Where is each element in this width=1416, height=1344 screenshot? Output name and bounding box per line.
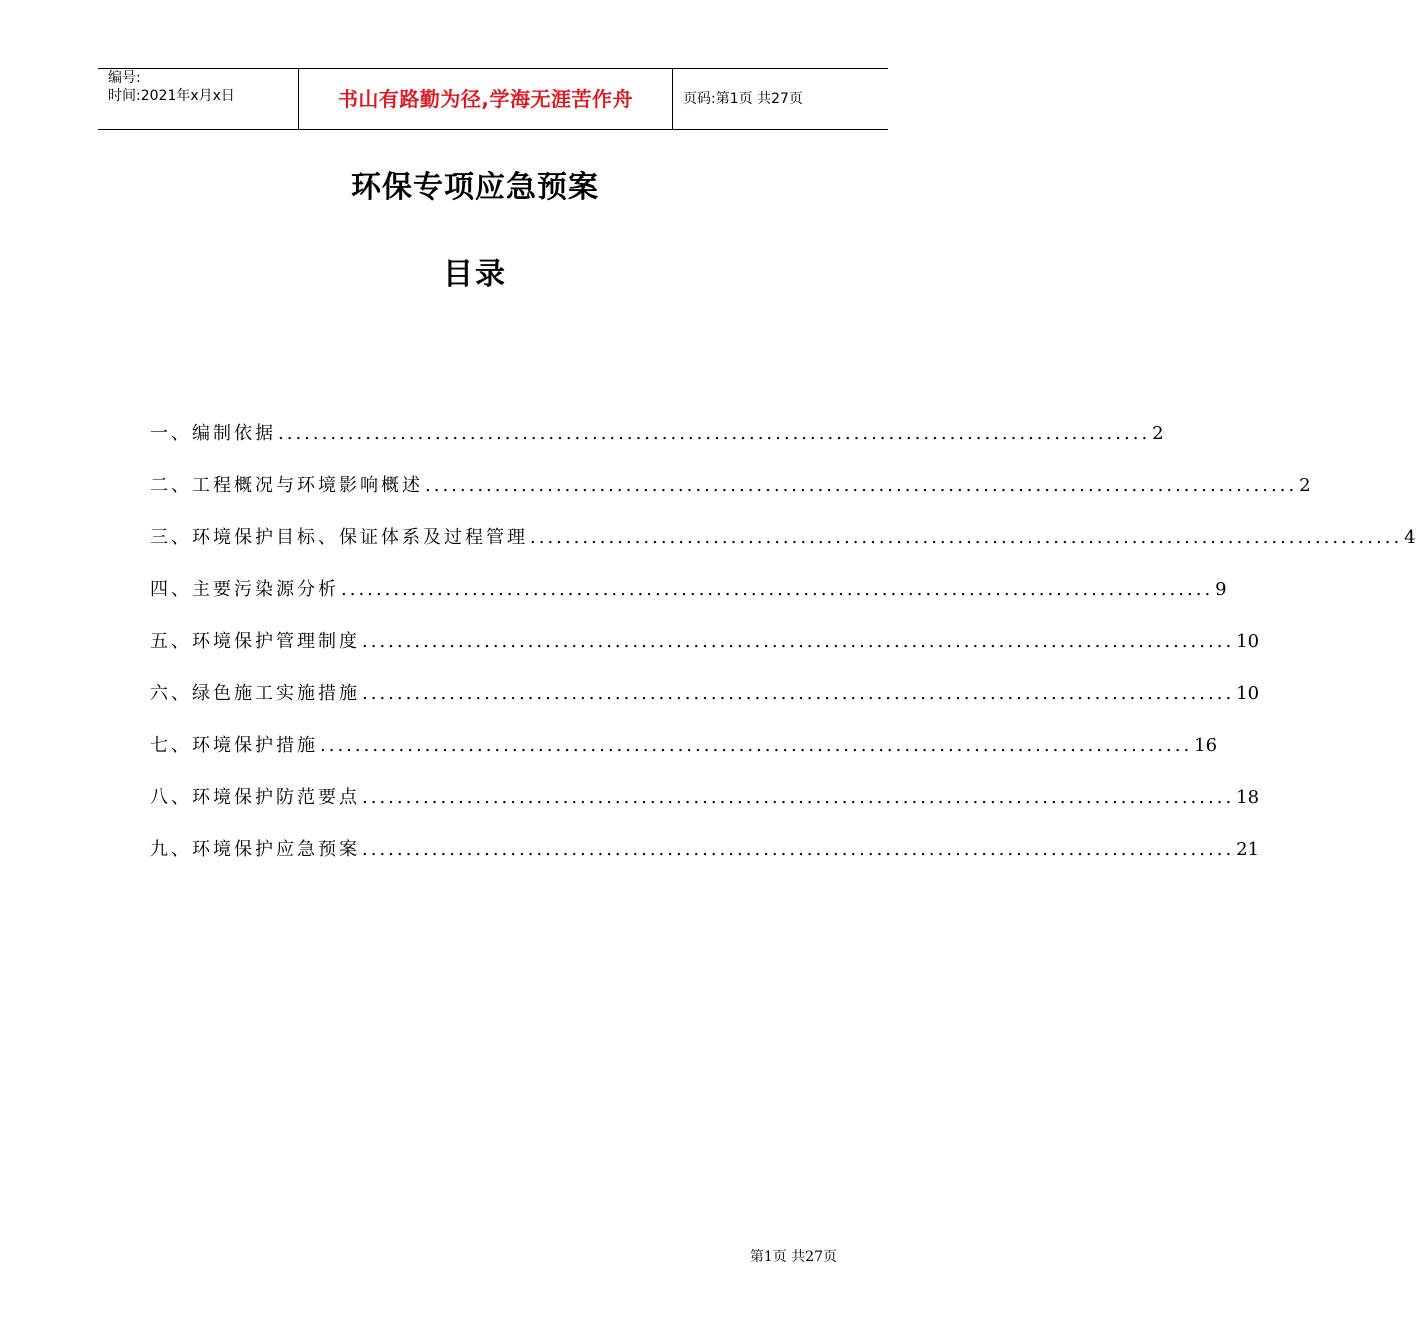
- header-page-info: 页码:第1页 共27页: [683, 91, 803, 107]
- header-motto: 书山有路勤为径,学海无涯苦作舟: [337, 87, 634, 111]
- toc-entry[interactable]: [150, 472, 1311, 524]
- toc-entry[interactable]: [150, 628, 1260, 680]
- toc-leader-dots: ....................................................................................................: [278, 423, 1151, 444]
- toc-leader-dots: ....................................................................................................: [425, 475, 1298, 496]
- toc-entry-label: 六、绿色施工实施措施: [150, 683, 360, 704]
- toc-entry-label: 一、编制依据: [150, 423, 276, 444]
- document-time-label: 时间:2021年x月x日: [108, 88, 235, 104]
- toc-entry-page: 21: [1236, 839, 1260, 860]
- toc-entry-page: 9: [1215, 579, 1227, 600]
- toc-entry-page: 10: [1236, 683, 1260, 704]
- toc-leader-dots: ....................................................................................................: [362, 839, 1235, 860]
- toc-entry-label: 七、环境保护措施: [150, 735, 318, 756]
- toc-leader-dots: ....................................................................................................: [362, 683, 1235, 704]
- toc-entry[interactable]: [150, 524, 1416, 576]
- toc-entry-label: 五、环境保护管理制度: [150, 631, 360, 652]
- toc-entry-page: 16: [1194, 735, 1218, 756]
- footer-page-info: 第1页 共27页: [749, 1249, 837, 1265]
- document-title: 环保专项应急预案: [351, 170, 599, 205]
- table-of-contents: [150, 420, 1416, 888]
- toc-leader-dots: ....................................................................................................: [320, 735, 1193, 756]
- toc-entry-page: 18: [1236, 787, 1260, 808]
- toc-entry[interactable]: [150, 420, 1164, 472]
- toc-entry-label: 三、环境保护目标、保证体系及过程管理: [150, 527, 528, 548]
- toc-entry-label: 二、工程概况与环境影响概述: [150, 475, 423, 496]
- toc-entry-label: 八、环境保护防范要点: [150, 787, 360, 808]
- toc-entry-page: 10: [1236, 631, 1260, 652]
- toc-leader-dots: ....................................................................................................: [530, 527, 1403, 548]
- document-number-label: 编号:: [108, 70, 141, 86]
- toc-leader-dots: ....................................................................................................: [362, 631, 1235, 652]
- header-left-cell: [98, 69, 299, 129]
- toc-entry[interactable]: [150, 680, 1260, 732]
- toc-entry-label: 四、主要污染源分析: [150, 579, 339, 600]
- toc-leader-dots: ....................................................................................................: [341, 579, 1214, 600]
- page-header: [98, 68, 888, 130]
- toc-entry[interactable]: [150, 732, 1218, 784]
- toc-entry-label: 九、环境保护应急预案: [150, 839, 360, 860]
- toc-leader-dots: ....................................................................................................: [362, 787, 1235, 808]
- toc-entry[interactable]: [150, 576, 1227, 628]
- toc-heading: 目录: [443, 257, 507, 292]
- toc-entry-page: 2: [1299, 475, 1311, 496]
- toc-entry[interactable]: [150, 836, 1260, 888]
- toc-entry-page: 2: [1152, 423, 1164, 444]
- toc-entry[interactable]: [150, 784, 1260, 836]
- header-right-cell: [673, 69, 888, 129]
- header-middle-cell: [299, 69, 673, 129]
- toc-entry-page: 4: [1404, 527, 1416, 548]
